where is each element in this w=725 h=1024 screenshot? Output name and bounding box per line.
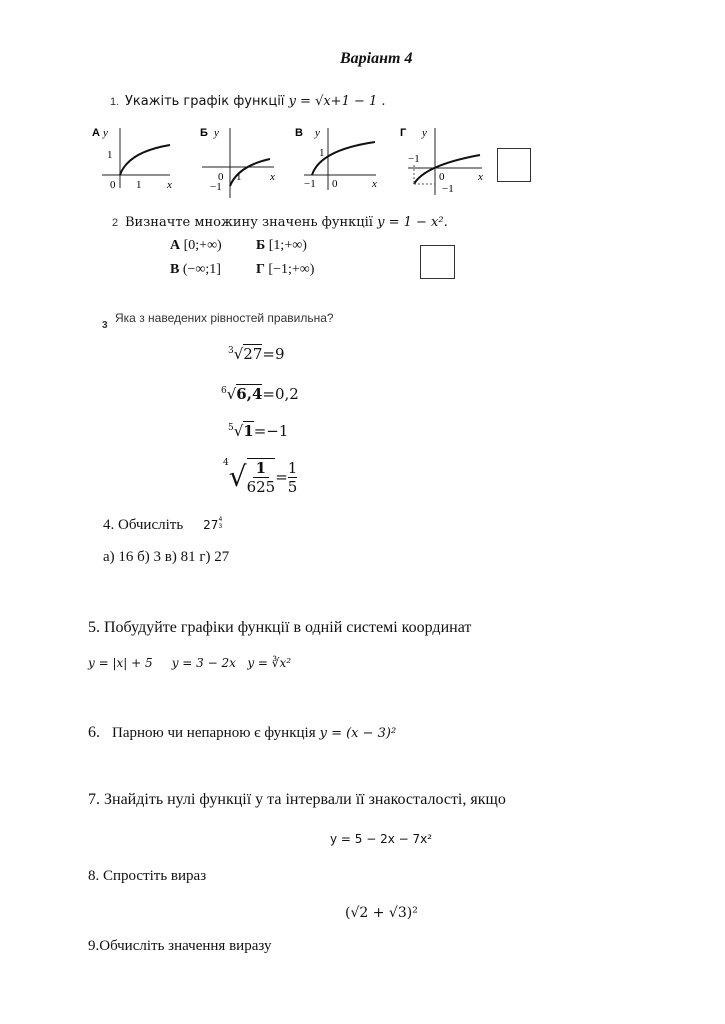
q6-text: 6. Парною чи непарною є функція y = (x − 3)² [88,724,397,741]
q8-formula: (√2 + √3)² [345,905,418,921]
svg-text:0: 0 [110,179,116,191]
q8-text: 8. Спростіть вираз [88,868,207,884]
q4-expression: 27 4 3 [203,516,223,532]
svg-text:y: y [315,127,320,139]
q9-text: 9.Обчисліть значення виразу [88,938,272,954]
q2-option-a: А [0;+∞) [170,238,222,253]
q3-option-3: $^5$√1=−1 [228,422,289,440]
q3-option-1: $^3$√27=9 [228,345,285,363]
svg-text:y: y [103,127,108,139]
svg-text:−1: −1 [442,183,454,195]
q4-text: 4. Обчисліть 27 4 3 [103,516,223,533]
q2-option-b: Б [1;+∞) [256,238,307,253]
svg-text:1: 1 [107,149,113,161]
q2-option-c: В (−∞;1] [170,262,221,277]
q3-number: 3 [102,320,108,331]
svg-text:1: 1 [319,147,325,159]
q1-graphs [90,120,500,200]
svg-text:1: 1 [136,179,142,191]
q1-answer-box[interactable] [497,148,531,182]
q1-number: 1. [110,96,120,108]
graph-b [200,127,275,198]
q3-text: Яка з наведених рівностей правильна? [115,311,334,325]
svg-text:x: x [478,171,483,183]
svg-text:−1: −1 [304,178,316,190]
q2-text: Визначте множину значень функції y = 1 − x². [125,215,448,230]
q4-answers: а) 16 б) 3 в) 81 г) 27 [103,549,230,565]
q2-option-d: Г [−1;+∞) [256,262,315,277]
q7-formula: y = 5 − 2x − 7x² [330,832,433,846]
svg-text:А: А [92,127,100,139]
q3-option-4: 4 √ $\frac{1}{625}$ = $\frac{1}{5}$ [223,458,298,496]
svg-text:−1: −1 [408,153,420,165]
q5-text: 5. Побудуйте графіки функції в одній системі координат [88,619,472,636]
svg-text:1: 1 [236,171,242,183]
svg-text:x: x [167,179,172,191]
graph-d [400,127,483,195]
q2-answer-box[interactable] [420,245,455,279]
svg-text:Б: Б [200,127,208,139]
svg-text:x: x [270,171,275,183]
q2-number: 2 [112,217,119,229]
graph-a [92,127,172,191]
svg-text:x: x [372,178,377,190]
svg-text:−1: −1 [210,181,222,193]
svg-text:0: 0 [332,178,338,190]
svg-text:В: В [295,127,303,139]
q7-text: 7. Знайдіть нулі функції у та інтервали її знакосталості, якщо [88,791,506,808]
svg-text:y: y [214,127,219,139]
svg-text:0: 0 [439,171,445,183]
svg-text:Г: Г [400,127,407,139]
graph-c [295,127,377,190]
svg-text:y: y [422,127,427,139]
q3-option-2: $^6$√6,4=0,2 [221,385,299,403]
q5-formula: y = |x| + 5 y = 3 − 2x y = ∛x² [88,656,292,670]
q1-text: Укажіть графік функції y = √x+1 − 1 . [125,94,386,109]
variant-title: Варіант 4 [340,50,413,67]
svg-text:0: 0 [218,171,224,183]
